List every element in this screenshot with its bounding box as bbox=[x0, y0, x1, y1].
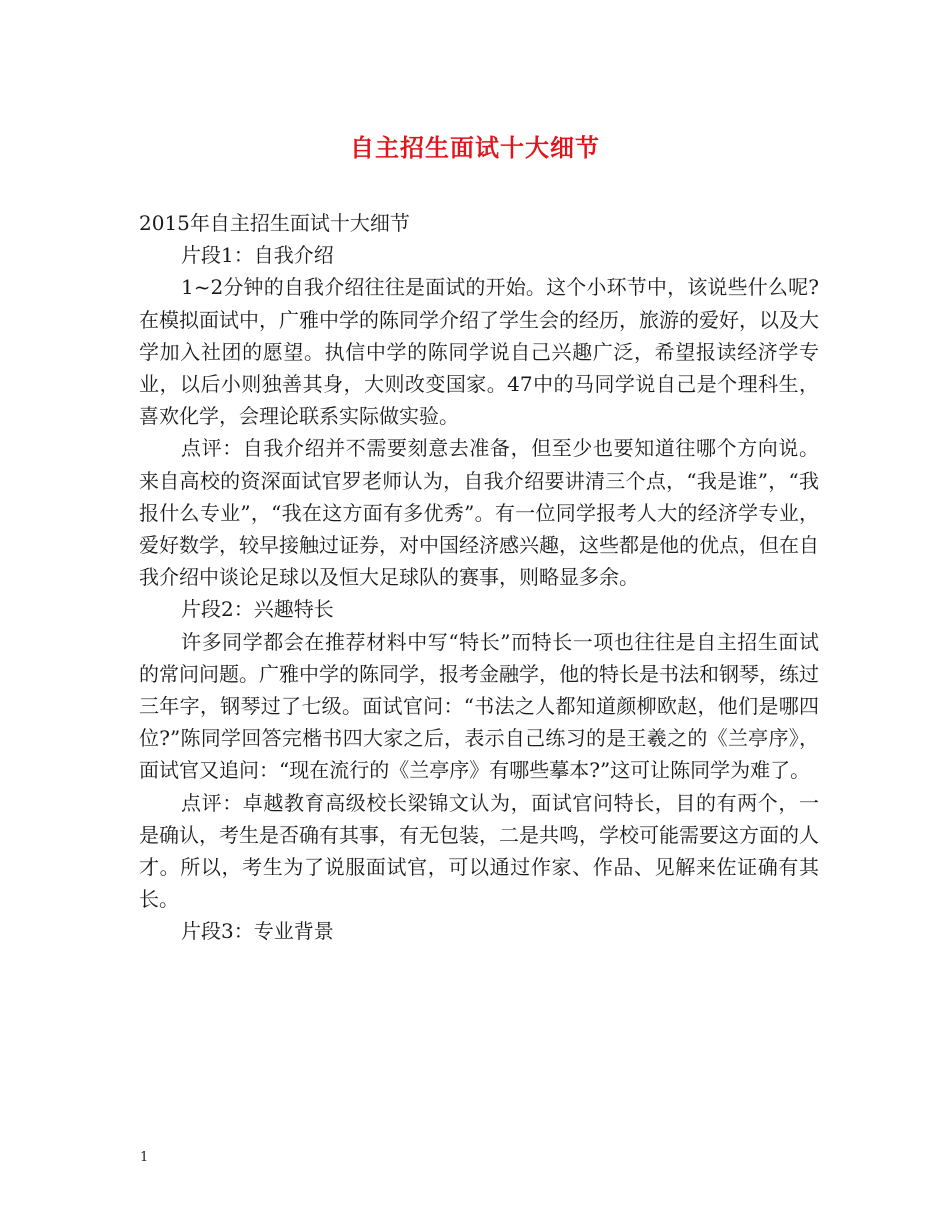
document-title: 自主招生面试十大细节 bbox=[350, 134, 600, 162]
paragraph-comment-1: 点评：自我介绍并不需要刻意去准备，但至少也要知道往哪个方向说。来自高校的资深面试官罗老师认为，自我介绍要讲清三个点，“我是谁”，“我报什么专业”，“我在这方面有多优秀”。有一位同学报考人大的经济学专业，爱好数学，较早接触过证券，对中国经济感兴趣，这些都是他的优点，但在自我介绍中谈论足球以及恒大足球队的赛事，则略显多余。 bbox=[139, 436, 819, 590]
document-body bbox=[139, 207, 819, 948]
paragraph-hobbies: 许多同学都会在推荐材料中写“特长”而特长一项也往往是自主招生面试的常问问题。广雅中学的陈同学，报考金融学，他的特长是书法和钢琴，练过三年字，钢琴过了七级。面试官问：“书法之人都知道颜柳欧赵，他们是哪四位?”陈同学回答完楷书四大家之后，表示自己练习的是王羲之的《兰亭序》，面试官又追问：“现在流行的《兰亭序》有哪些摹本?”这可让陈同学为难了。 bbox=[139, 629, 819, 783]
paragraph-subtitle: 2015年自主招生面试十大细节 bbox=[139, 211, 410, 235]
section-heading-3: 片段3：专业背景 bbox=[181, 919, 334, 944]
section-heading-1: 片段1：自我介绍 bbox=[181, 243, 334, 268]
section-heading-2: 片段2：兴趣特长 bbox=[181, 597, 334, 622]
paragraph-comment-2: 点评：卓越教育高级校长梁锦文认为，面试官问特长，目的有两个，一是确认，考生是否确有其事，有无包装，二是共鸣，学校可能需要这方面的人才。所以，考生为了说服面试官，可以通过作家、作品、见解来佐证确有其长。 bbox=[139, 790, 819, 912]
page-number: 1 bbox=[140, 1150, 149, 1165]
paragraph-self-intro: 1~2分钟的自我介绍往往是面试的开始。这个小环节中，该说些什么呢?在模拟面试中，广雅中学的陈同学介绍了学生会的经历，旅游的爱好，以及大学加入社团的愿望。执信中学的陈同学说自己兴趣广泛，希望报读经济学专业，以后小则独善其身，大则改变国家。47中的马同学说自己是个理科生，喜欢化学，会理论联系实际做实验。 bbox=[139, 275, 819, 429]
